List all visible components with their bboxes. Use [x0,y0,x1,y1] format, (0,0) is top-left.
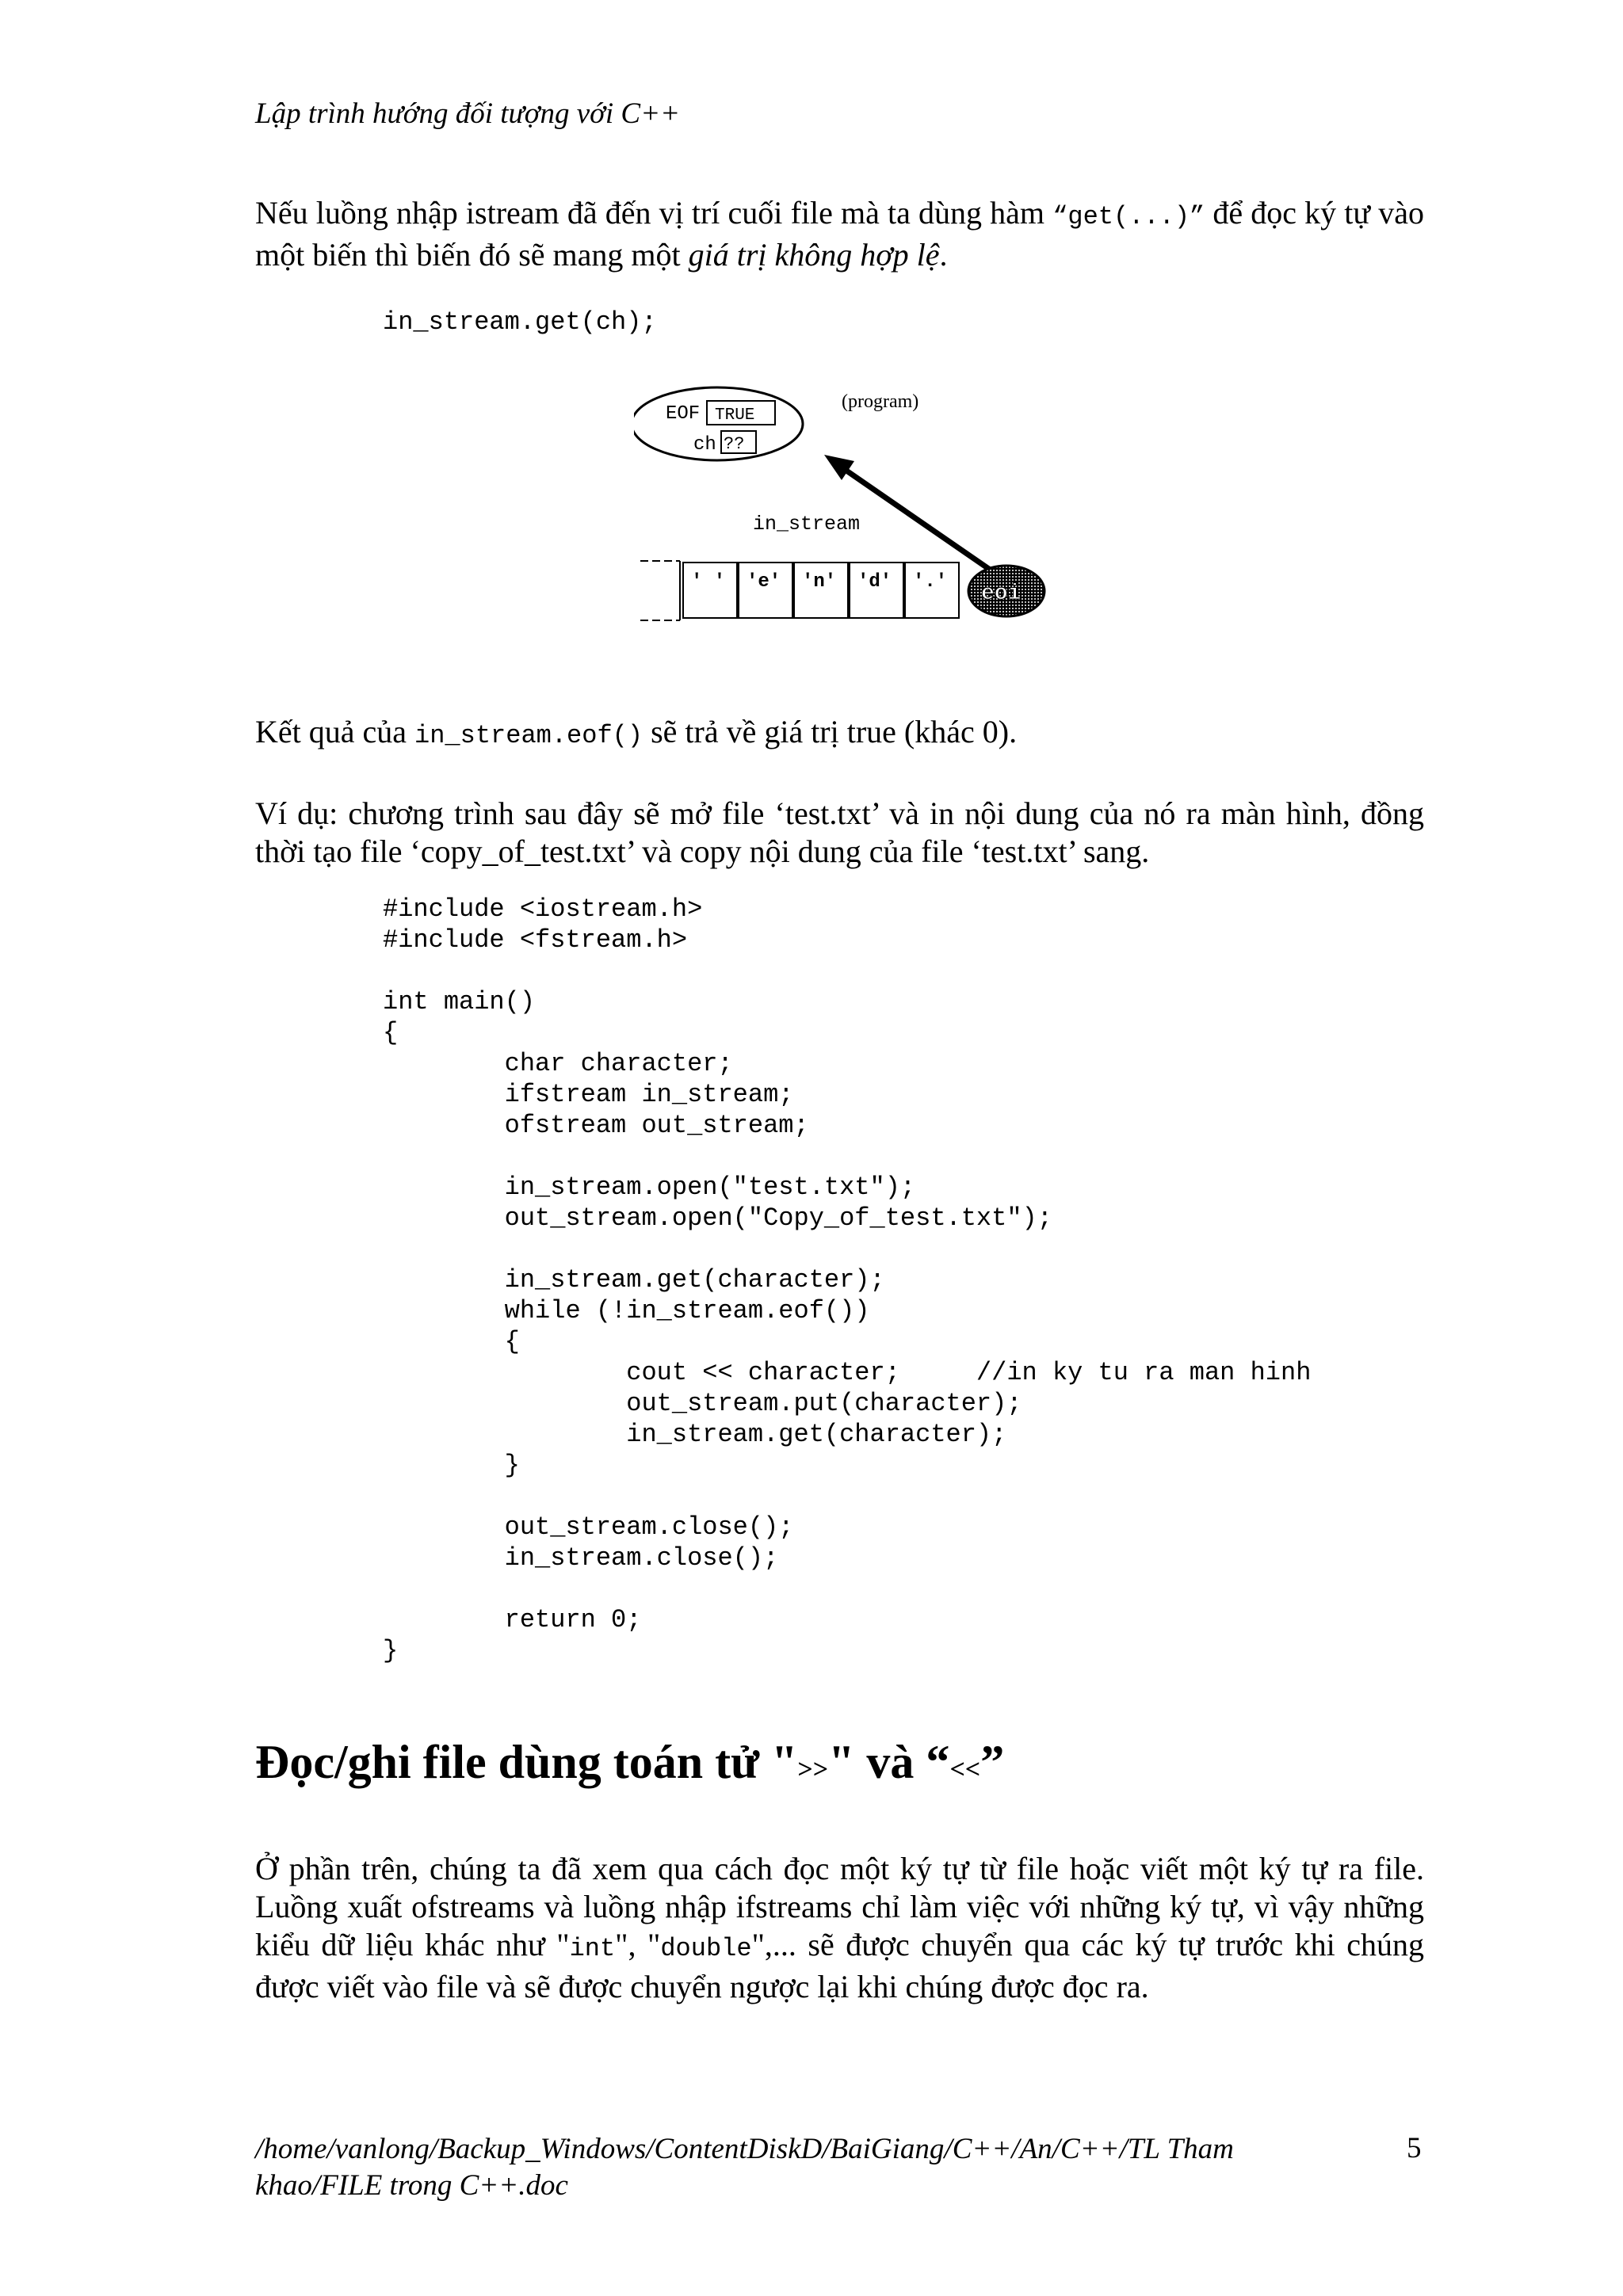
code-line: } [383,1451,520,1480]
code-line: out_stream.put(character); [383,1389,1022,1418]
p1-emphasis: giá trị không hợp lệ [688,237,940,273]
paragraph-eof-result [255,713,1424,755]
code-line: #include <fstream.h> [383,925,688,955]
code-line: char character; [383,1049,733,1078]
section-heading [255,1735,1004,1790]
code-line: return 0; [383,1605,642,1634]
p4-text-a: Ở phần trên, chúng ta đã xem qua cách đọc một ký tự từ file hoặc viết một ký tự ra file. Luồng xuất ofstreams và luồng nhập ifstreams chỉ làm việc với những ký tự, vì vậy những kiểu dữ liệu khác như " [255,1851,1424,1962]
inline-code-get: “get(...)” [1052,202,1205,231]
code-line: ofstream out_stream; [383,1111,809,1140]
code-get-ch: in_stream.get(ch); [383,307,657,337]
code-line: int main() [383,987,536,1016]
running-header: Lập trình hướng đối tượng với C++ [255,97,681,130]
code-line: cout << character; //in ky tu ra man hinh [383,1358,1312,1387]
ch-value: ?? [724,434,745,454]
p1-text-a: Nếu luồng nhập istream đã đến vị trí cuối file mà ta dùng hàm [255,195,1053,231]
code-line: } [383,1636,399,1665]
code-line: #include <iostream.h> [383,894,703,924]
heading-text-c: ” [980,1736,1005,1788]
footer-path-line-2: khao/FILE trong C++.doc [255,2169,568,2202]
heading-operator-extract: >> [797,1755,829,1784]
ch-label: ch [693,434,716,456]
code-line: ifstream in_stream; [383,1080,794,1109]
p1-text-c: . [939,237,948,273]
p2-text-a: Kết quả của [255,714,415,749]
footer-path-line-1: /home/vanlong/Backup_Windows/ContentDiskD/BaiGiang/C++/An/C++/TL Tham [255,2133,1234,2165]
program-label: (program) [842,391,919,412]
p4-text-b: ", " [615,1927,661,1962]
stream-cells [683,563,959,618]
code-line: while (!in_stream.eof()) [383,1296,870,1325]
code-line: in_stream.close(); [383,1543,779,1573]
program-listing [383,894,1413,1678]
eof-value: TRUE [715,406,755,425]
p4-text-c: ",... sẽ được chuyển qua các ký tự trước khi chúng được viết vào file và sẽ được chuyển ngược lại khi chúng được đọc ra. [255,1927,1425,2004]
stream-cell-char: 'e' [747,571,781,593]
heading-operator-insert: << [949,1755,981,1784]
stream-cell-char: '.' [913,571,948,593]
heading-text-b: " và “ [828,1736,950,1788]
inline-code-eof: in_stream.eof() [414,721,643,750]
code-line: out_stream.open("Copy_of_test.txt"); [383,1203,1052,1233]
code-line: in_stream.get(character); [383,1420,1007,1449]
p1-text-b: để đọc ký tự vào một biến thì biến đó sẽ mang một [255,195,1424,273]
code-line: { [383,1327,520,1356]
stream-cell-char: ' ' [691,571,726,593]
eof-stream-diagram [634,372,1062,634]
inline-code-int: int [569,1934,616,1963]
page-number: 5 [1407,2132,1422,2164]
footer-file-path [255,2131,1234,2204]
inline-code-double: double [660,1934,752,1963]
arrowhead [824,455,854,480]
eof-label: EOF [666,403,701,425]
p2-text-b: sẽ trả về giá trị true (khác 0). [643,714,1018,749]
code-line: in_stream.open("test.txt"); [383,1173,916,1202]
heading-text-a: Đọc/ghi file dùng toán tử " [255,1736,798,1788]
stream-cell-char: 'n' [802,571,837,593]
paragraph-operators [255,1850,1424,2006]
stream-cell-char: 'd' [857,571,892,593]
code-line: in_stream.get(character); [383,1265,885,1295]
end-token: eoi [981,582,1022,606]
paragraph-eof-get [255,194,1424,274]
code-line: out_stream.close(); [383,1512,794,1542]
paragraph-example: Ví dụ: chương trình sau đây sẽ mở file ‘test.txt’ và in nội dung của nó ra màn hình, đồng thời tạo file ‘copy_of_test.txt’ và copy nội dung của file ‘test.txt’ sang. [255,795,1424,869]
code-line: { [383,1018,399,1047]
stream-label: in_stream [753,513,861,536]
